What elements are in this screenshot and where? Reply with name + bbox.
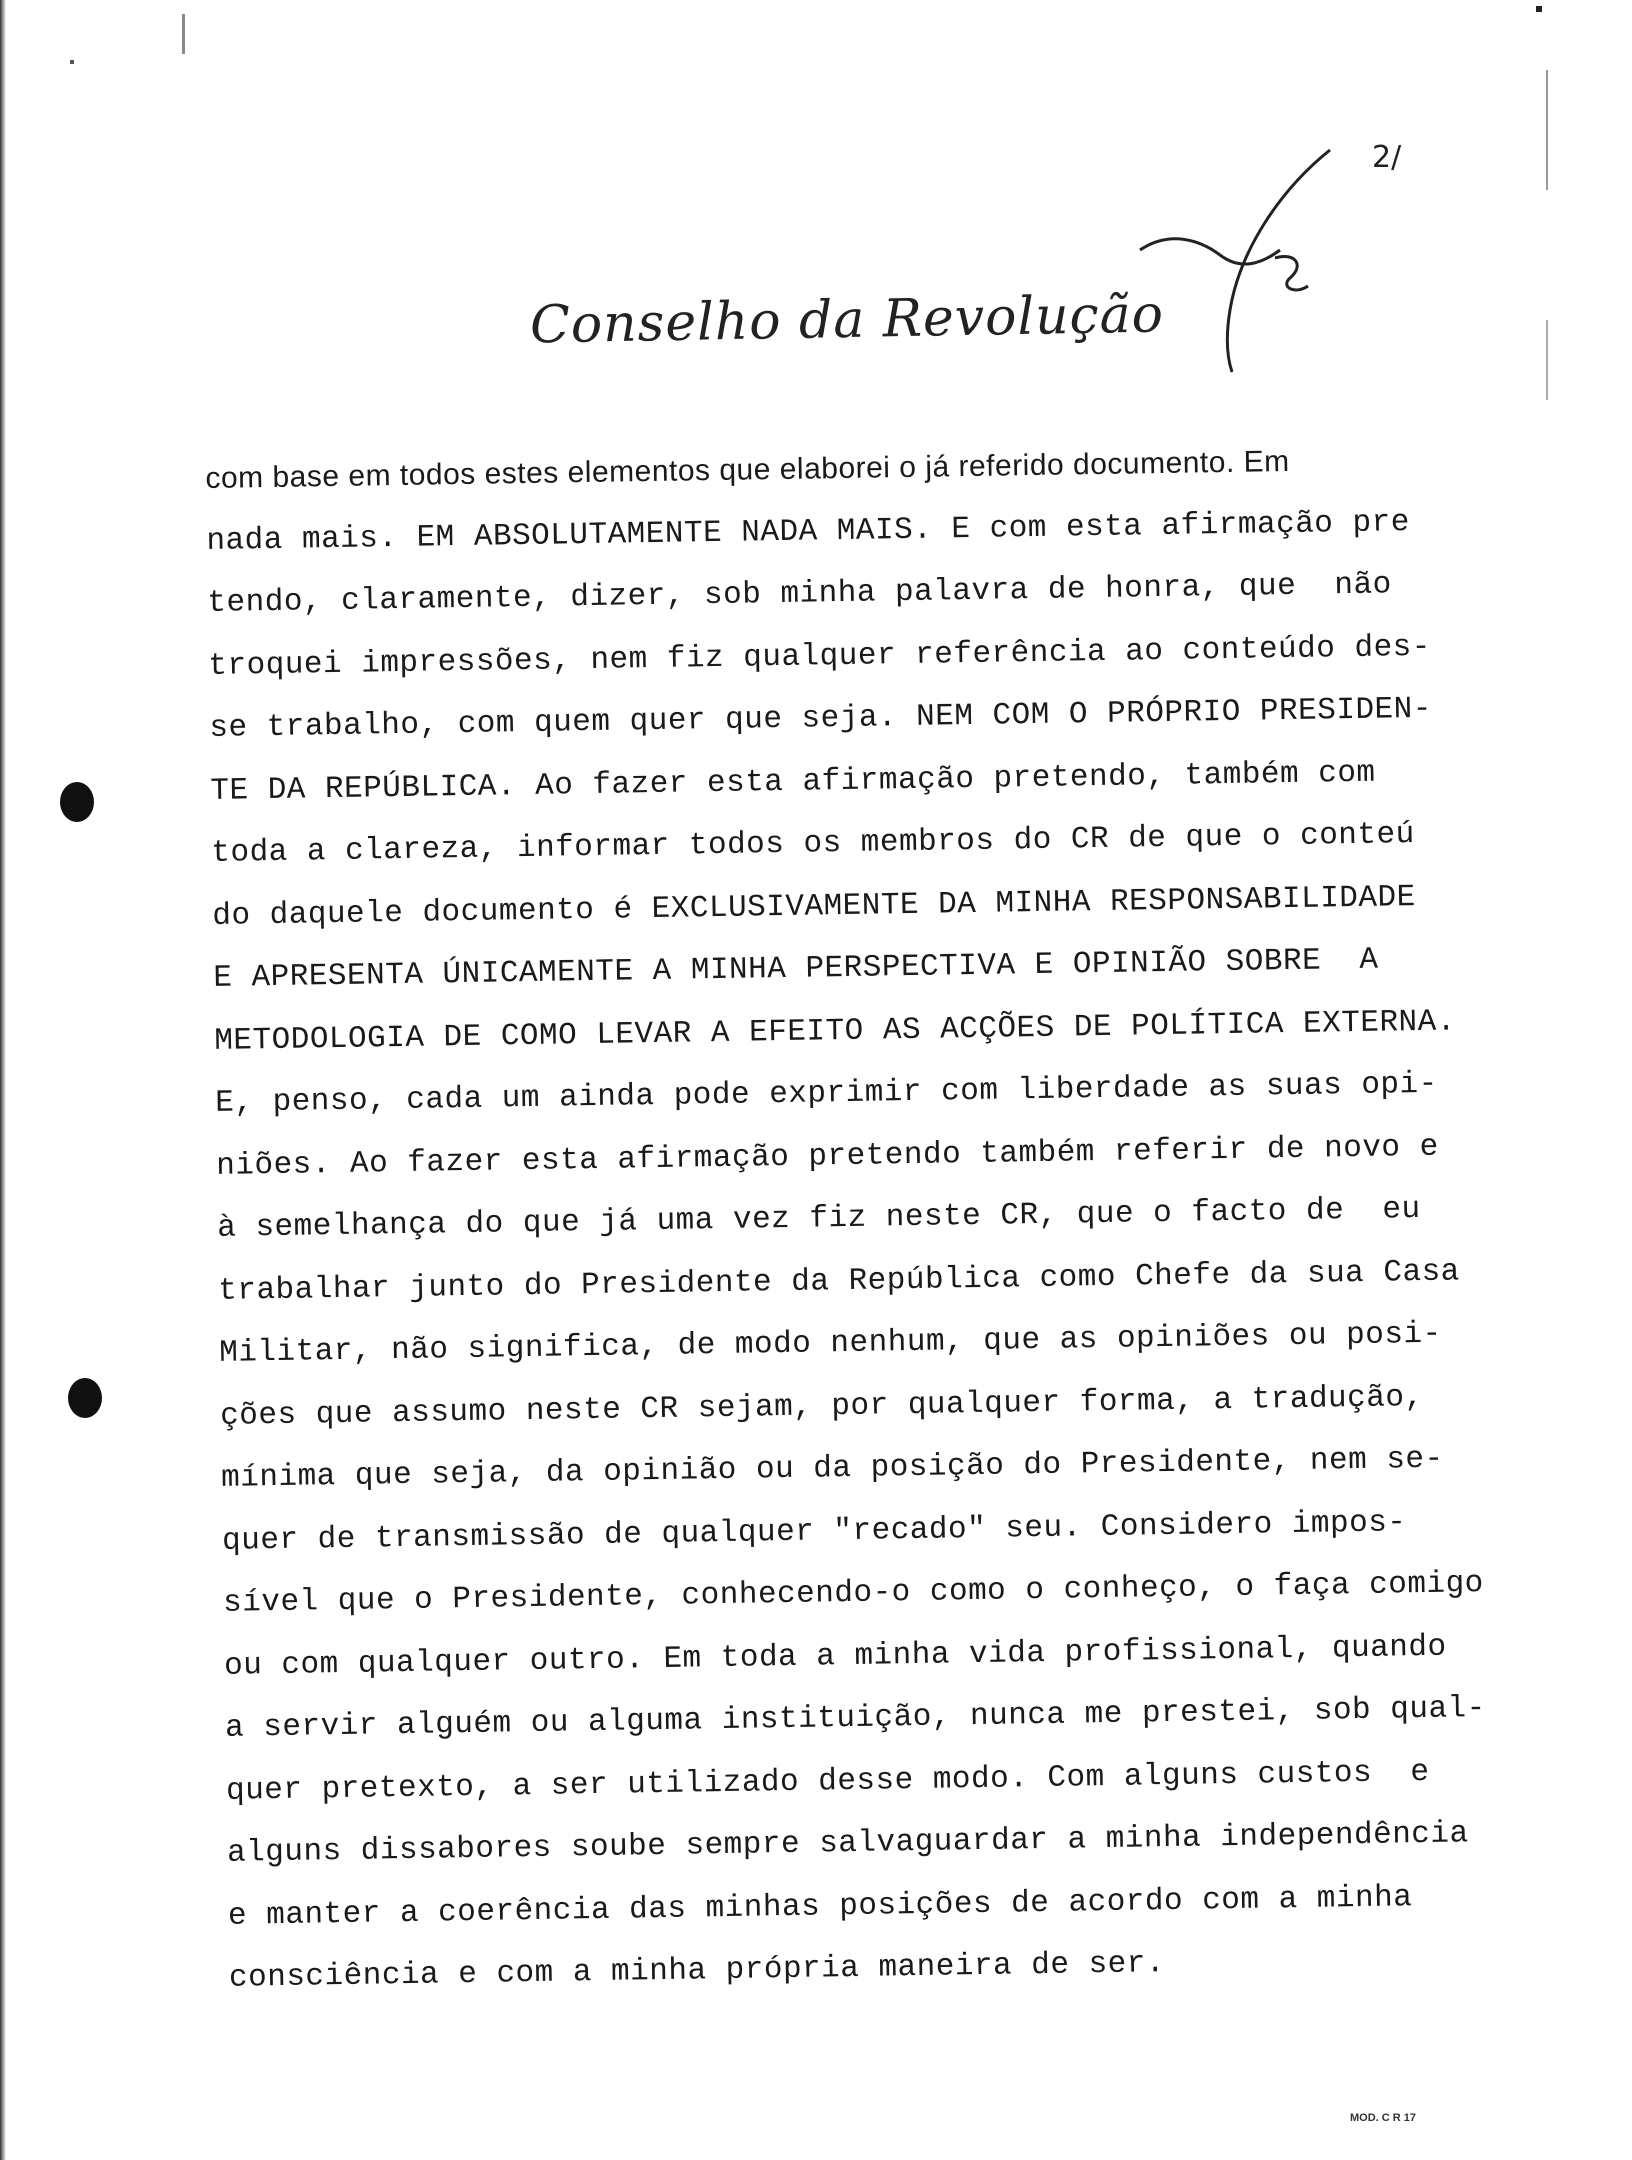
text-line: tendo, claramente, dizer, sob minha palavra de honra, que não: [207, 567, 1392, 621]
text-line: quer pretexto, a ser utilizado desse modo. Com alguns custos e: [225, 1754, 1430, 1809]
text-line: E APRESENTA ÚNICAMENTE A MINHA PERSPECTIVA E OPINIÃO SOBRE A: [213, 942, 1379, 996]
text-line: ções que assumo neste CR sejam, por qualquer forma, a tradução,: [219, 1379, 1424, 1434]
letterhead-title: Conselho da Revolução: [529, 284, 1165, 356]
text-line: mínima que seja, da opinião ou da posição do Presidente, nem se-: [220, 1441, 1444, 1496]
text-line: a servir alguém ou alguma instituição, nunca me prestei, sob qual-: [224, 1691, 1487, 1746]
form-code: MOD. C R 17: [1350, 2112, 1417, 2124]
text-line: toda a clareza, informar todos os membros do CR de que o conteú: [211, 817, 1415, 871]
punch-hole: [68, 1378, 102, 1418]
text-line: trabalhar junto do Presidente da República como Chefe da sua Casa: [217, 1253, 1461, 1309]
text-line: à semelhança do que já uma vez fiz neste CR, que o facto de eu: [216, 1192, 1421, 1246]
text-line: troquei impressões, nem fiz qualquer referência ao conteúdo des-: [208, 629, 1432, 684]
text-line: sível que o Presidente, conhecendo-o como o conheço, o faça comigo: [222, 1566, 1485, 1621]
text-line: do daquele documento é EXCLUSIVAMENTE DA MINHA RESPONSABILIDADE: [212, 879, 1416, 934]
text-line: E, penso, cada um ainda pode exprimir com liberdade as suas opi-: [215, 1066, 1439, 1121]
text-line: TE DA REPÚBLICA. Ao fazer esta afirmação pretendo, também com: [210, 755, 1376, 809]
punch-hole: [60, 782, 94, 822]
text-line: consciência e com a minha própria maneira de ser.: [228, 1946, 1166, 1996]
text-line: nada mais. EM ABSOLUTAMENTE NADA MAIS. E com esta afirmação pre: [206, 504, 1411, 559]
body-text: [205, 429, 1487, 2011]
text-line: com base em todos estes elementos que elaborei o já referido documento. Em: [205, 444, 1290, 495]
text-line: Militar, não significa, de modo nenhum, que as opiniões ou posi-: [218, 1316, 1442, 1371]
text-line: alguns dissabores soube sempre salvaguardar a minha independência: [226, 1816, 1469, 1871]
text-line: METODOLOGIA DE COMO LEVAR A EFEITO AS ACÇÕES DE POLÍTICA EXTERNA.: [214, 1003, 1457, 1059]
text-line: niões. Ao fazer esta afirmação pretendo também referir de novo e: [216, 1129, 1439, 1184]
text-line: quer de transmissão de qualquer "recado" seu. Considero impos-: [221, 1504, 1407, 1559]
text-line: e manter a coerência das minhas posições de acordo com a minha: [227, 1879, 1413, 1934]
text-line: se trabalho, com quem quer que seja. NEM COM O PRÓPRIO PRESIDEN-: [209, 691, 1433, 746]
page-number: 2/: [1372, 140, 1402, 175]
scan-edge: [0, 0, 6, 2160]
text-line: ou com qualquer outro. Em toda a minha vida profissional, quando: [223, 1629, 1447, 1684]
